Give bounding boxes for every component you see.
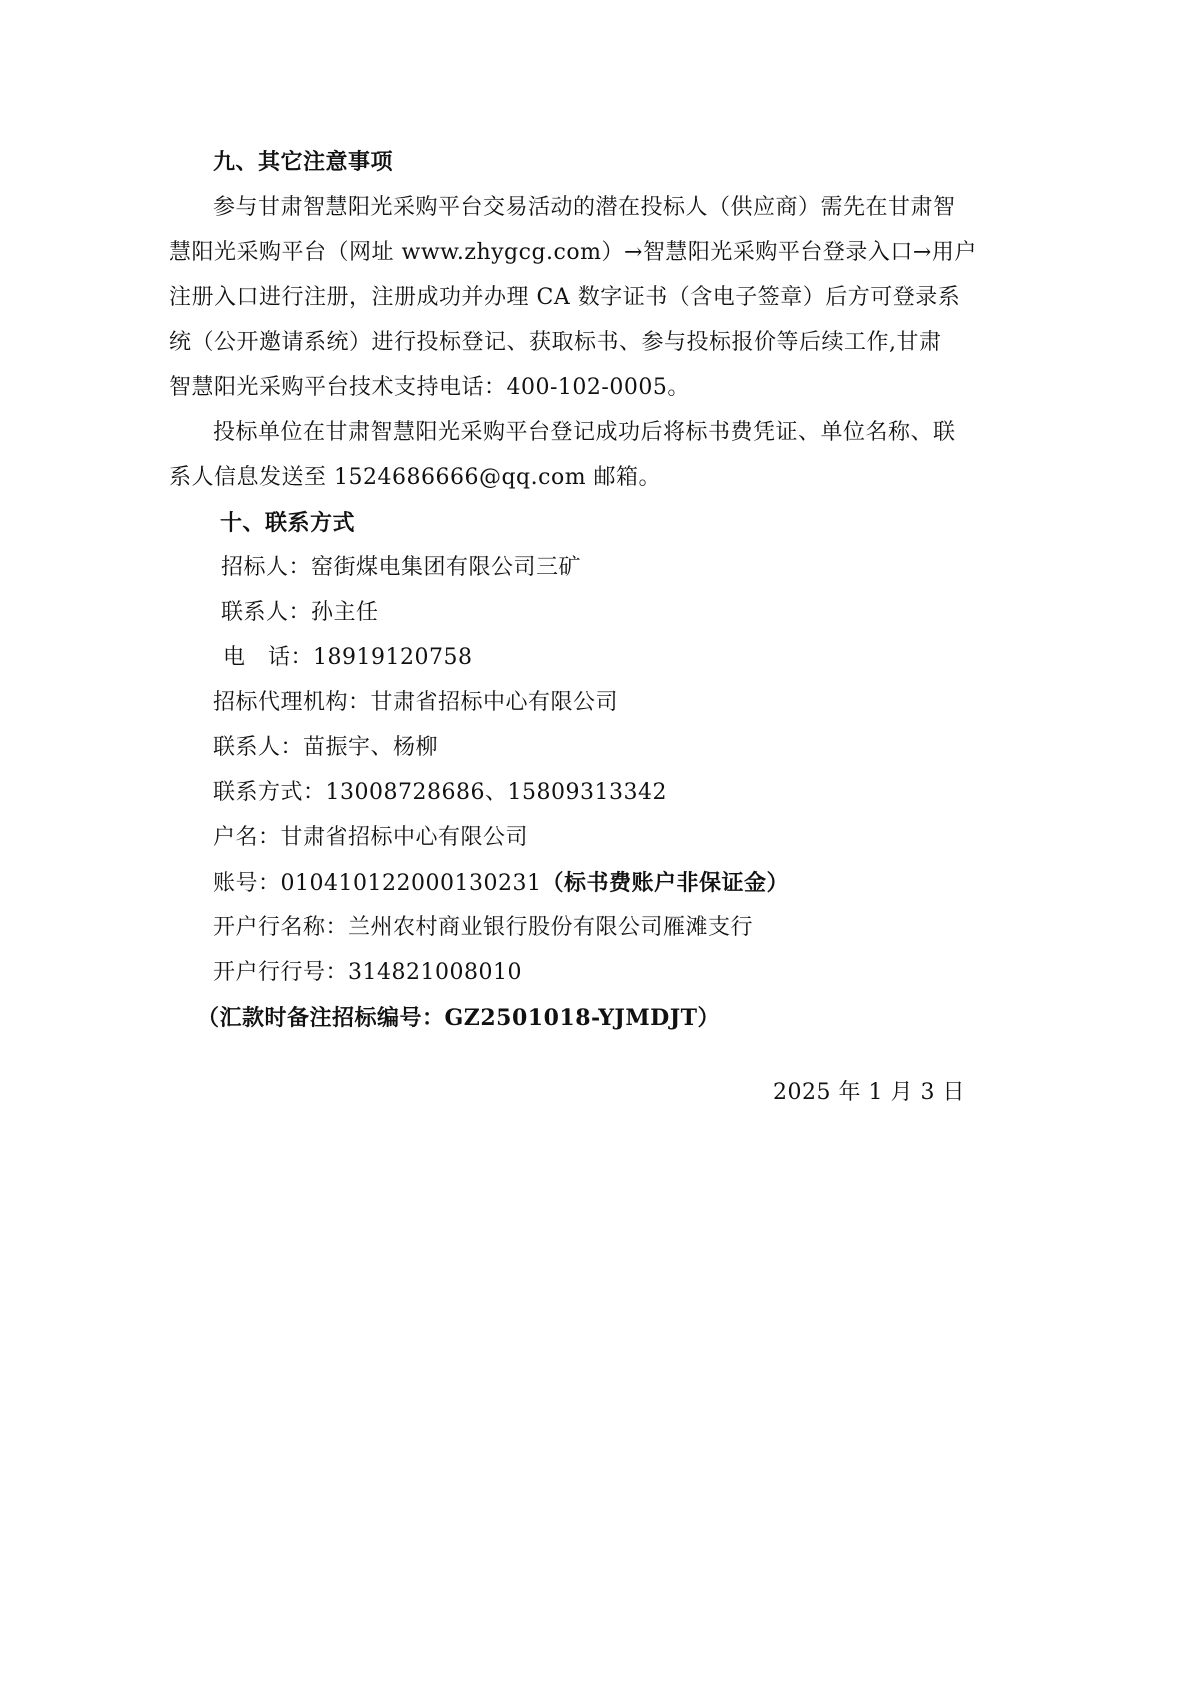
agency-phone-line: 联系方式：13008728686、15809313342: [213, 780, 667, 805]
account-number-text: 账号：010410122000130231: [213, 871, 542, 896]
section-9-paragraph-1-line-1: 参与甘肃智慧阳光采购平台交易活动的潜在投标人（供应商）需先在甘肃智: [213, 195, 956, 220]
section-9-paragraph-1-line-3: 注册入口进行注册，注册成功并办理 CA 数字证书（含电子签章）后方可登录系: [169, 285, 961, 310]
bank-name-line: 开户行名称：兰州农村商业银行股份有限公司雁滩支行: [213, 915, 754, 940]
agency-line: 招标代理机构：甘肃省招标中心有限公司: [213, 690, 619, 715]
section-9-paragraph-2-line-1: 投标单位在甘肃智慧阳光采购平台登记成功后将标书费凭证、单位名称、联: [213, 420, 956, 445]
section-9-heading: 九、其它注意事项: [213, 149, 394, 175]
tenderer-line: 招标人：窑街煤电集团有限公司三矿: [221, 555, 582, 580]
account-number-line: [213, 868, 789, 899]
section-9-paragraph-1-line-5: 智慧阳光采购平台技术支持电话：400-102-0005。: [169, 375, 690, 400]
agency-contact-line: 联系人：苗振宇、杨柳: [213, 735, 439, 760]
remittance-note-line: （汇款时备注招标编号：GZ2501018-YJMDJT）: [197, 1005, 721, 1031]
account-name-line: 户名：甘肃省招标中心有限公司: [213, 825, 529, 850]
section-9-paragraph-1-line-2: 慧阳光采购平台（网址 www.zhygcg.com）→智慧阳光采购平台登录入口→用户: [169, 240, 977, 265]
section-9-paragraph-1-line-4: 统（公开邀请系统）进行投标登记、获取标书、参与投标报价等后续工作,甘肃: [169, 330, 942, 355]
tenderer-contact-line: 联系人：孙主任: [221, 600, 379, 625]
tenderer-phone-line: 电 话：18919120758: [223, 645, 473, 670]
account-note-text: （标书费账户非保证金）: [541, 870, 789, 896]
section-10-heading: 十、联系方式: [220, 510, 356, 536]
bank-code-line: 开户行行号：314821008010: [213, 960, 522, 985]
section-9-paragraph-2-line-2: 系人信息发送至 1524686666@qq.com 邮箱。: [169, 465, 662, 490]
document-date: 2025 年 1 月 3 日: [773, 1080, 965, 1105]
